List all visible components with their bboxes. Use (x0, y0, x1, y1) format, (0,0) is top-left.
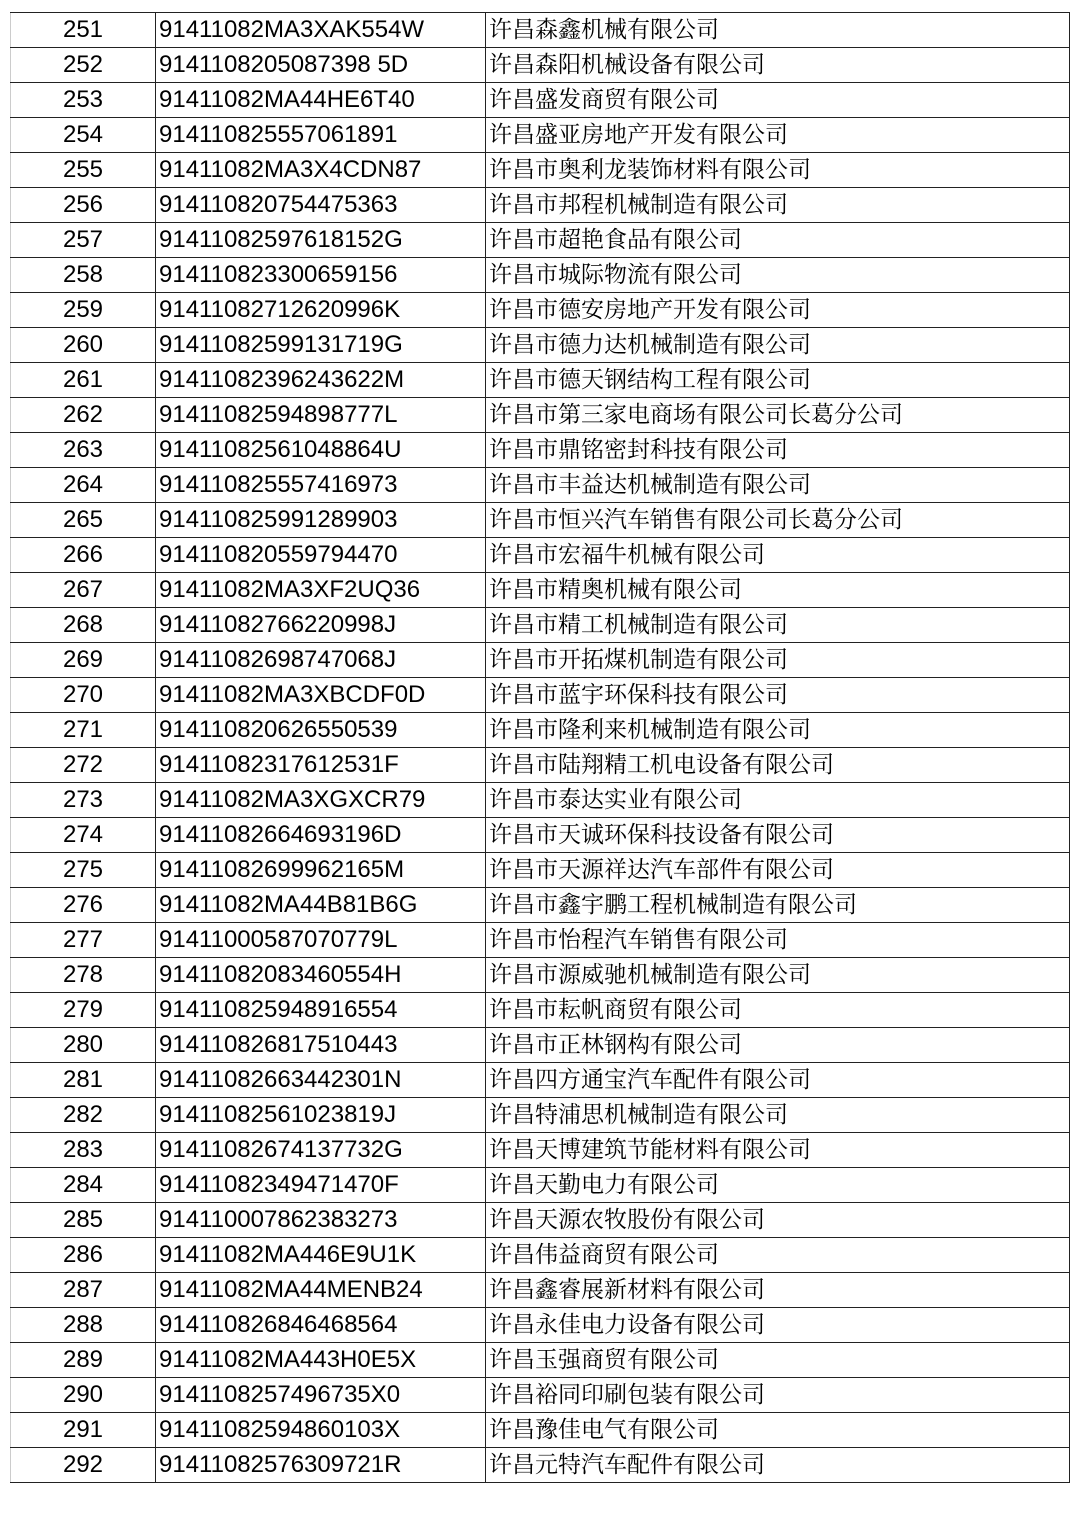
credit-code-cell: 91411082597618152G (156, 223, 486, 258)
table-row (11, 923, 1070, 958)
company-name-cell: 许昌鑫睿展新材料有限公司 (486, 1273, 1070, 1308)
credit-code-cell: 914110820754475363 (156, 188, 486, 223)
table-row (11, 783, 1070, 818)
table-row (11, 643, 1070, 678)
row-number-cell: 256 (11, 188, 156, 223)
table-row (11, 1343, 1070, 1378)
row-number-cell: 278 (11, 958, 156, 993)
table-row (11, 328, 1070, 363)
company-name-cell: 许昌市德天钢结构工程有限公司 (486, 363, 1070, 398)
table-row (11, 153, 1070, 188)
credit-code-cell: 914110826817510443 (156, 1028, 486, 1063)
row-number-cell: 290 (11, 1378, 156, 1413)
table-row (11, 1028, 1070, 1063)
company-name-cell: 许昌特浦思机械制造有限公司 (486, 1098, 1070, 1133)
company-name-cell: 许昌市第三家电商场有限公司长葛分公司 (486, 398, 1070, 433)
table-row (11, 293, 1070, 328)
credit-code-cell: 91411082576309721R (156, 1448, 486, 1483)
row-number-cell: 269 (11, 643, 156, 678)
row-number-cell: 288 (11, 1308, 156, 1343)
row-number-cell: 263 (11, 433, 156, 468)
credit-code-cell: 914110825557416973 (156, 468, 486, 503)
company-name-cell: 许昌市德力达机械制造有限公司 (486, 328, 1070, 363)
table-row (11, 993, 1070, 1028)
row-number-cell: 280 (11, 1028, 156, 1063)
credit-code-cell: 91411082MA3X4CDN87 (156, 153, 486, 188)
credit-code-cell: 91411082083460554H (156, 958, 486, 993)
table-row (11, 1378, 1070, 1413)
company-name-cell: 许昌市德安房地产开发有限公司 (486, 293, 1070, 328)
table-row (11, 748, 1070, 783)
row-number-cell: 268 (11, 608, 156, 643)
row-number-cell: 266 (11, 538, 156, 573)
table-row (11, 573, 1070, 608)
credit-code-cell: 914110825948916554 (156, 993, 486, 1028)
credit-code-cell: 914110826846468564 (156, 1308, 486, 1343)
table-row (11, 363, 1070, 398)
company-name-cell: 许昌市耘帆商贸有限公司 (486, 993, 1070, 1028)
row-number-cell: 257 (11, 223, 156, 258)
row-number-cell: 284 (11, 1168, 156, 1203)
company-name-cell: 许昌市城际物流有限公司 (486, 258, 1070, 293)
row-number-cell: 252 (11, 48, 156, 83)
credit-code-cell: 91411082MA443H0E5X (156, 1343, 486, 1378)
table-row (11, 48, 1070, 83)
credit-code-cell: 914110820626550539 (156, 713, 486, 748)
row-number-cell: 289 (11, 1343, 156, 1378)
credit-code-cell: 9141108205087398 5D (156, 48, 486, 83)
credit-code-cell: 914110825557061891 (156, 118, 486, 153)
company-name-cell: 许昌伟益商贸有限公司 (486, 1238, 1070, 1273)
credit-code-cell: 91411000587070779L (156, 923, 486, 958)
credit-code-cell: 91411082674137732G (156, 1133, 486, 1168)
company-name-cell: 许昌市鼎铭密封科技有限公司 (486, 433, 1070, 468)
credit-code-cell: 91411082594860103X (156, 1413, 486, 1448)
company-name-cell: 许昌市天源祥达汽车部件有限公司 (486, 853, 1070, 888)
row-number-cell: 281 (11, 1063, 156, 1098)
table-row (11, 818, 1070, 853)
credit-code-cell: 91411082599131719G (156, 328, 486, 363)
credit-code-cell: 91411082766220998J (156, 608, 486, 643)
table-row (11, 1203, 1070, 1238)
table-row (11, 83, 1070, 118)
table-row (11, 1273, 1070, 1308)
company-name-cell: 许昌天博建筑节能材料有限公司 (486, 1133, 1070, 1168)
credit-code-cell: 91411082MA44MENB24 (156, 1273, 486, 1308)
company-name-cell: 许昌市丰益达机械制造有限公司 (486, 468, 1070, 503)
table-row (11, 1063, 1070, 1098)
credit-code-cell: 914110825991289903 (156, 503, 486, 538)
credit-code-cell: 91411082MA446E9U1K (156, 1238, 486, 1273)
credit-code-cell: 91411082663442301N (156, 1063, 486, 1098)
row-number-cell: 260 (11, 328, 156, 363)
table-row (11, 503, 1070, 538)
row-number-cell: 285 (11, 1203, 156, 1238)
company-name-cell: 许昌四方通宝汽车配件有限公司 (486, 1063, 1070, 1098)
credit-code-cell: 91411082396243622M (156, 363, 486, 398)
credit-code-cell: 9141108257496735X0 (156, 1378, 486, 1413)
row-number-cell: 275 (11, 853, 156, 888)
table-row (11, 398, 1070, 433)
table-row (11, 678, 1070, 713)
company-name-cell: 许昌森鑫机械有限公司 (486, 13, 1070, 48)
credit-code-cell: 91411082MA44B81B6G (156, 888, 486, 923)
company-name-cell: 许昌市超艳食品有限公司 (486, 223, 1070, 258)
row-number-cell: 254 (11, 118, 156, 153)
table-row (11, 713, 1070, 748)
row-number-cell: 273 (11, 783, 156, 818)
credit-code-cell: 91411082317612531F (156, 748, 486, 783)
table-row (11, 888, 1070, 923)
row-number-cell: 282 (11, 1098, 156, 1133)
row-number-cell: 267 (11, 573, 156, 608)
credit-code-cell: 91411082MA44HE6T40 (156, 83, 486, 118)
row-number-cell: 283 (11, 1133, 156, 1168)
credit-code-cell: 91411082712620996K (156, 293, 486, 328)
table-row (11, 608, 1070, 643)
company-name-cell: 许昌市泰达实业有限公司 (486, 783, 1070, 818)
company-name-cell: 许昌市开拓煤机制造有限公司 (486, 643, 1070, 678)
company-name-cell: 许昌盛发商贸有限公司 (486, 83, 1070, 118)
table-row (11, 118, 1070, 153)
row-number-cell: 274 (11, 818, 156, 853)
row-number-cell: 253 (11, 83, 156, 118)
company-name-cell: 许昌市邦程机械制造有限公司 (486, 188, 1070, 223)
table-row (11, 1168, 1070, 1203)
table-row (11, 13, 1070, 48)
table-row (11, 538, 1070, 573)
company-name-cell: 许昌市恒兴汽车销售有限公司长葛分公司 (486, 503, 1070, 538)
row-number-cell: 259 (11, 293, 156, 328)
credit-code-cell: 91411082594898777L (156, 398, 486, 433)
row-number-cell: 261 (11, 363, 156, 398)
table-row (11, 258, 1070, 293)
company-table-body (11, 13, 1070, 1483)
table-row (11, 1133, 1070, 1168)
company-name-cell: 许昌市精奥机械有限公司 (486, 573, 1070, 608)
table-row (11, 1308, 1070, 1343)
row-number-cell: 270 (11, 678, 156, 713)
table-row (11, 468, 1070, 503)
credit-code-cell: 91411082MA3XAK554W (156, 13, 486, 48)
company-name-cell: 许昌元特汽车配件有限公司 (486, 1448, 1070, 1483)
credit-code-cell: 91411082561023819J (156, 1098, 486, 1133)
company-name-cell: 许昌裕同印刷包装有限公司 (486, 1378, 1070, 1413)
credit-code-cell: 914110820559794470 (156, 538, 486, 573)
company-name-cell: 许昌天勤电力有限公司 (486, 1168, 1070, 1203)
credit-code-cell: 91411082664693196D (156, 818, 486, 853)
company-table (10, 12, 1070, 1483)
row-number-cell: 279 (11, 993, 156, 1028)
company-name-cell: 许昌森阳机械设备有限公司 (486, 48, 1070, 83)
table-row (11, 1098, 1070, 1133)
table-row (11, 1238, 1070, 1273)
credit-code-cell: 914110823300659156 (156, 258, 486, 293)
company-name-cell: 许昌天源农牧股份有限公司 (486, 1203, 1070, 1238)
table-row (11, 958, 1070, 993)
row-number-cell: 277 (11, 923, 156, 958)
table-row (11, 1448, 1070, 1483)
company-name-cell: 许昌市精工机械制造有限公司 (486, 608, 1070, 643)
table-row (11, 223, 1070, 258)
table-row (11, 1413, 1070, 1448)
row-number-cell: 276 (11, 888, 156, 923)
company-name-cell: 许昌市宏福牛机械有限公司 (486, 538, 1070, 573)
company-name-cell: 许昌豫佳电气有限公司 (486, 1413, 1070, 1448)
company-name-cell: 许昌市鑫宇鹏工程机械制造有限公司 (486, 888, 1070, 923)
credit-code-cell: 91411082MA3XBCDF0D (156, 678, 486, 713)
credit-code-cell: 91411082699962165M (156, 853, 486, 888)
row-number-cell: 287 (11, 1273, 156, 1308)
row-number-cell: 291 (11, 1413, 156, 1448)
company-name-cell: 许昌市陆翔精工机电设备有限公司 (486, 748, 1070, 783)
table-row (11, 188, 1070, 223)
company-name-cell: 许昌市隆利来机械制造有限公司 (486, 713, 1070, 748)
row-number-cell: 264 (11, 468, 156, 503)
company-name-cell: 许昌市怡程汽车销售有限公司 (486, 923, 1070, 958)
table-row (11, 853, 1070, 888)
company-name-cell: 许昌市奥利龙装饰材料有限公司 (486, 153, 1070, 188)
credit-code-cell: 91411082MA3XGXCR79 (156, 783, 486, 818)
credit-code-cell: 91411082349471470F (156, 1168, 486, 1203)
company-name-cell: 许昌市正林钢构有限公司 (486, 1028, 1070, 1063)
row-number-cell: 265 (11, 503, 156, 538)
row-number-cell: 262 (11, 398, 156, 433)
credit-code-cell: 91411082MA3XF2UQ36 (156, 573, 486, 608)
table-row (11, 433, 1070, 468)
row-number-cell: 255 (11, 153, 156, 188)
row-number-cell: 272 (11, 748, 156, 783)
row-number-cell: 292 (11, 1448, 156, 1483)
company-name-cell: 许昌市源威驰机械制造有限公司 (486, 958, 1070, 993)
credit-code-cell: 914110007862383273 (156, 1203, 486, 1238)
company-name-cell: 许昌市天诚环保科技设备有限公司 (486, 818, 1070, 853)
company-name-cell: 许昌永佳电力设备有限公司 (486, 1308, 1070, 1343)
row-number-cell: 286 (11, 1238, 156, 1273)
credit-code-cell: 91411082561048864U (156, 433, 486, 468)
company-name-cell: 许昌盛亚房地产开发有限公司 (486, 118, 1070, 153)
row-number-cell: 258 (11, 258, 156, 293)
row-number-cell: 251 (11, 13, 156, 48)
credit-code-cell: 91411082698747068J (156, 643, 486, 678)
row-number-cell: 271 (11, 713, 156, 748)
company-name-cell: 许昌玉强商贸有限公司 (486, 1343, 1070, 1378)
company-name-cell: 许昌市蓝宇环保科技有限公司 (486, 678, 1070, 713)
